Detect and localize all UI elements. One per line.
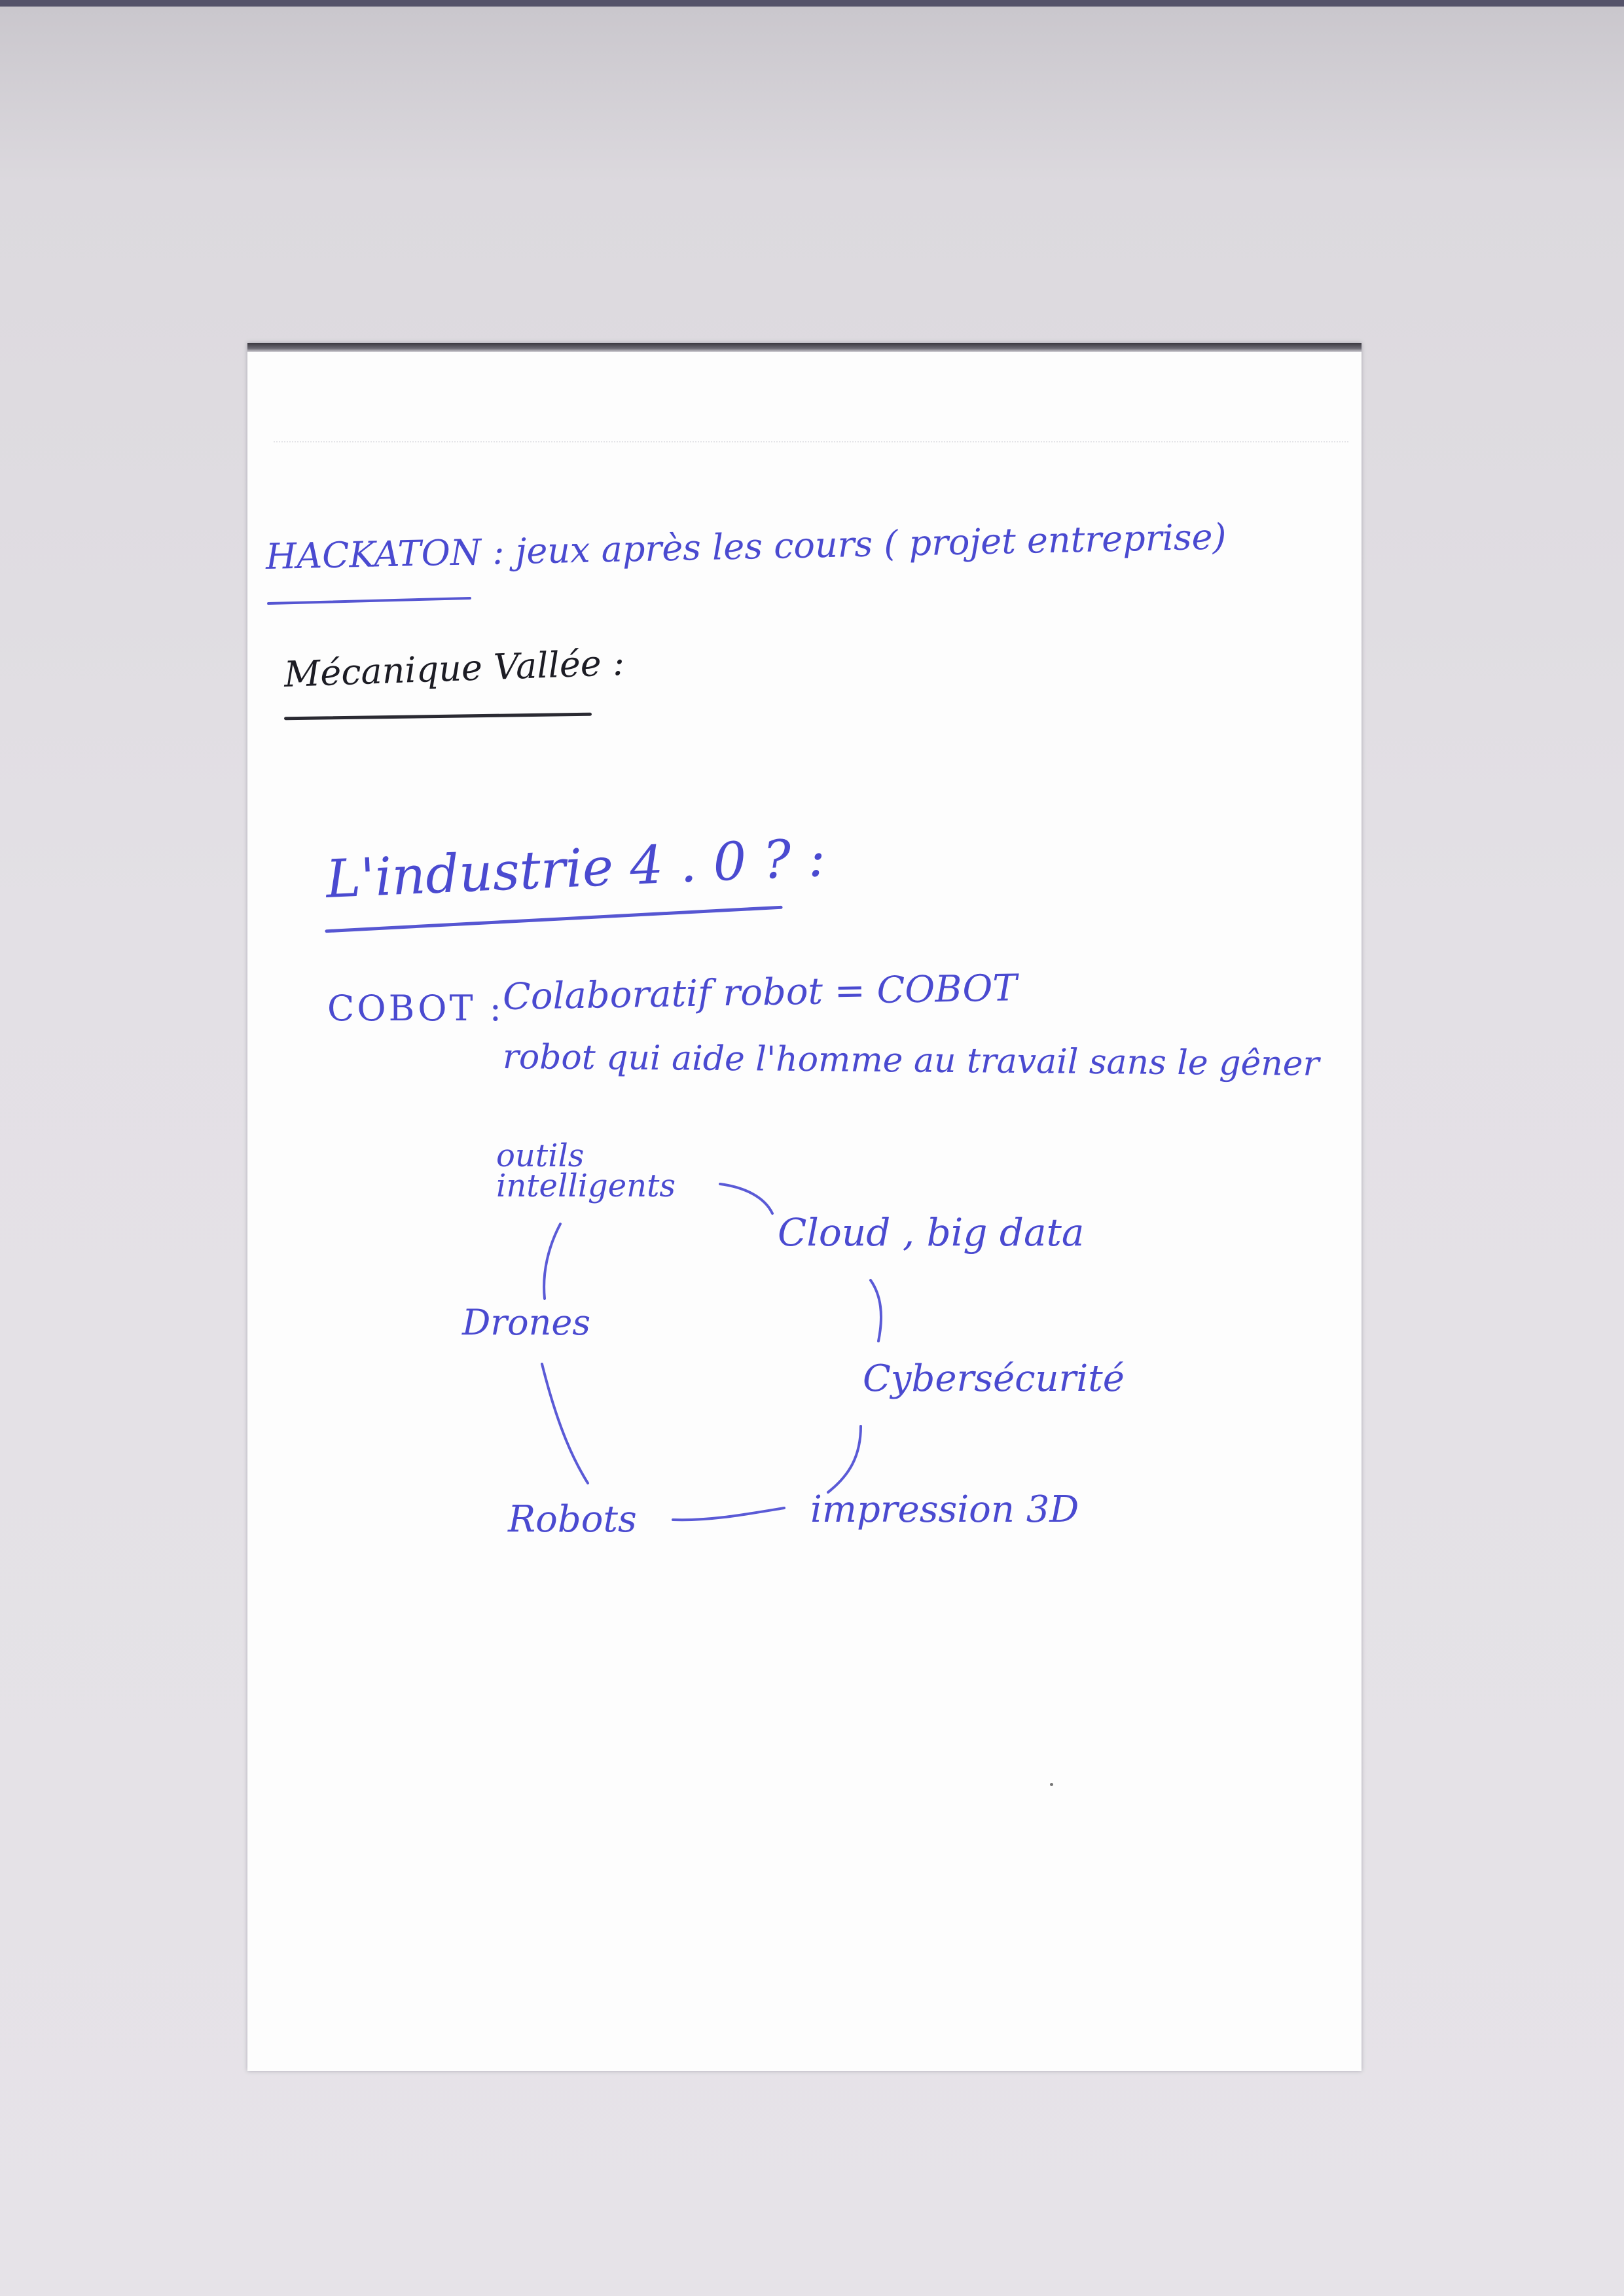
cycle-robots: Robots <box>508 1498 637 1541</box>
cycle-impression-3d: impression 3D <box>810 1488 1079 1531</box>
cobot-definition: Colaboratif robot = COBOT <box>502 967 1018 1018</box>
cycle-drones: Drones <box>462 1302 591 1343</box>
stray-ink-dot <box>1050 1783 1053 1786</box>
notepad-page <box>247 343 1362 2071</box>
arrow-cyber-to-impression <box>828 1426 861 1492</box>
mecanique-vallee-underline <box>284 713 592 721</box>
perforation-line <box>274 441 1348 442</box>
cobot-explanation: robot qui aide l'homme au travail sans le gêner <box>502 1037 1320 1084</box>
cycle-outils-intelligents: outils intelligents <box>496 1138 676 1204</box>
hackathon-underline <box>267 597 471 605</box>
mecanique-vallee-heading: Mécanique Vallée : <box>283 641 626 695</box>
cobot-label: COBOT : <box>327 988 504 1029</box>
arrow-outils-to-cloud <box>720 1184 772 1213</box>
arrow-drones-to-outils <box>544 1224 560 1299</box>
industrie-cycle-diagram <box>247 343 1362 2071</box>
cycle-cloud-big-data: Cloud , big data <box>778 1210 1085 1255</box>
arrow-cloud-to-cyber <box>871 1280 881 1341</box>
cycle-cybersecurite: Cybersécurité <box>863 1357 1125 1400</box>
industrie-heading: L'industrie 4 . 0 ? : <box>324 827 827 910</box>
arrow-robots-to-drones <box>542 1364 588 1483</box>
industrie-underline <box>325 906 782 933</box>
scan-edge <box>0 0 1624 7</box>
notepad-binding <box>247 343 1362 352</box>
hackathon-note: HACKATON : jeux après les cours ( projet entreprise) <box>265 516 1227 577</box>
arrow-impression-to-robots <box>673 1508 784 1520</box>
